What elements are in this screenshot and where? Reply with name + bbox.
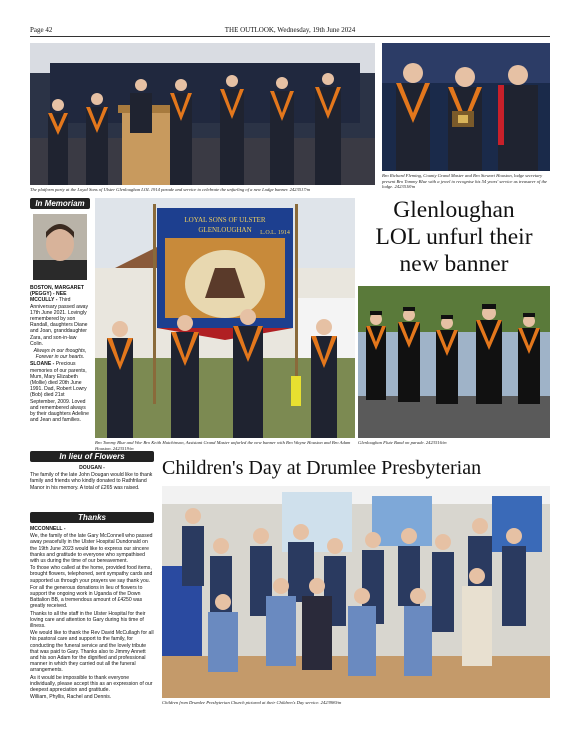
platform-party-caption: The platform party at the Loyal Sons of Ulster Glenloughan LOL 1914 parade and service to celebrate the unfurling of a new Lodge banner. 2423517/m (30, 187, 311, 192)
memoriam-verse: Always in our thoughts, Forever in our hearts. (33, 348, 87, 361)
in-lieu-header: In lieu of Flowers (30, 451, 154, 462)
jewel-presentation-image (382, 43, 550, 171)
thanks-paragraph: We, the family of the late Gary McConnell who passed away peacefully in the Ulster Hospital Dundonald on the 19th June 2023 would like to express our sincere thanks and gratitude to everyone who sympathised with us during the time of our bereavement. (30, 533, 153, 565)
thanks-column (30, 526, 154, 701)
memoriam-entry-name: SLOANE - (30, 361, 56, 368)
banner-story-headline (358, 197, 550, 278)
headline-line: LOL unfurl their (375, 224, 533, 250)
publication-line: THE OUTLOOK, Wednesday, 19th June 2024 (224, 26, 356, 34)
memoriam-portrait-image (33, 214, 87, 280)
in-lieu-name: DOUGAN - (79, 465, 105, 471)
page-number: Page 42 (30, 26, 53, 34)
childrens-day-headline: Children's Day at Drumlee Presbyterian (162, 457, 482, 479)
headline-line: new banner (399, 251, 509, 277)
childrens-day-caption: Children from Drumlee Presbyterian Church pictured at their Children's Day service. 2423980/m (162, 700, 342, 705)
jewel-presentation-caption: Bro Richard Fleming, County Grand Master and Bro Stewart Houston, lodge secretary present Bro Tommy Blue with a jewel to recognise his 54 years' service as treasurer of the lodge. 2423518/m (382, 173, 548, 190)
in-lieu-column (30, 465, 154, 492)
in-memoriam-header: In Memoriam (30, 198, 90, 209)
memoriam-portrait (33, 214, 87, 280)
childrens-day-image (162, 486, 550, 698)
banner-unfurling-photo (95, 198, 355, 438)
thanks-paragraph: Thanks to all the staff in the Ulster Hospital for their loving care and attention to Gary during his time of illness. (30, 610, 146, 630)
platform-party-photo (30, 43, 375, 185)
flute-band-image (358, 286, 550, 438)
thanks-paragraph: We would like to thank the Rev David McCullagh for all his pastoral care and support to the family, for conducting the funeral service and the lovely tribute that was paid to Gary. Thanks also to Jimmy Annett and his son Adam for the dignified and professional manner in which they carried out all the funeral arrangements. (30, 630, 154, 674)
banner-lodge-text: L.O.L. 1914 (260, 230, 290, 236)
page-header (30, 24, 550, 37)
banner-unfurling-image (95, 198, 355, 438)
jewel-presentation-photo (382, 43, 550, 171)
headline-line: Glenloughan (393, 197, 515, 223)
childrens-day-photo (162, 486, 550, 698)
platform-party-image (30, 43, 375, 185)
thanks-signoff: William, Phyllis, Rachel and Dennis. (30, 694, 112, 701)
thanks-header: Thanks (30, 512, 154, 523)
memoriam-entry-body: Precious memories of our parents, Mum, Mary Elizabeth (Mollie) died 20th June 1991. Dad, Robert Lowry (Bob) died 21st September, 2009. Loved and remembered always by their daughters Adeline and Jean and families. (30, 361, 89, 424)
thanks-paragraph: To those who called at the home, provided food items, brought flowers, telephoned, sent sympathy cards and supported us through your prayers we say thank you. (30, 565, 153, 584)
memoriam-column (30, 285, 90, 424)
in-lieu-body: The family of the late John Dougan would like to thank family and friends who kindly donated to Rathfriland Manor in his memory. A total of £265 was raised. (30, 472, 153, 491)
thanks-paragraph: As it would be impossible to thank everyone individually, please accept this as an expression of our deepest appreciation and gratitude. (30, 674, 153, 694)
flute-band-caption: Glenloughan Flute Band on parade. 2423516/m (358, 440, 447, 445)
thanks-paragraph: For all the generous donations in lieu of flowers to support the ongoing work in Uganda of the Down Battalion BB, a tremendous amount of £4250 was greatly received. (30, 584, 143, 610)
banner-mid-text: GLENLOUGHAN (198, 226, 252, 234)
flute-band-photo (358, 286, 550, 438)
memoriam-entry (30, 285, 90, 347)
memoriam-entry (30, 361, 90, 423)
memoriam-entry-name: BOSTON, MARGARET (PEGGY) - NEE MCCULLY - (30, 285, 84, 304)
memoriam-entry-body: Third Anniversary passed away 17th June 2021. Lovingly remembered by son Randall, daughters Diane and Joan, granddaughter Zara, and son-in-law Colin. (30, 297, 89, 347)
banner-top-text: LOYAL SONS OF ULSTER (184, 216, 266, 224)
banner-unfurling-caption: Bro Tommy Blue and Wor Bro Keith Hutchinson, Assistant Grand Master unfurled the new banner with Bro Wayne Houston and Bro Adam Houston. 2423519/m (95, 440, 351, 451)
thanks-name: MCCONNELL - (30, 526, 66, 532)
